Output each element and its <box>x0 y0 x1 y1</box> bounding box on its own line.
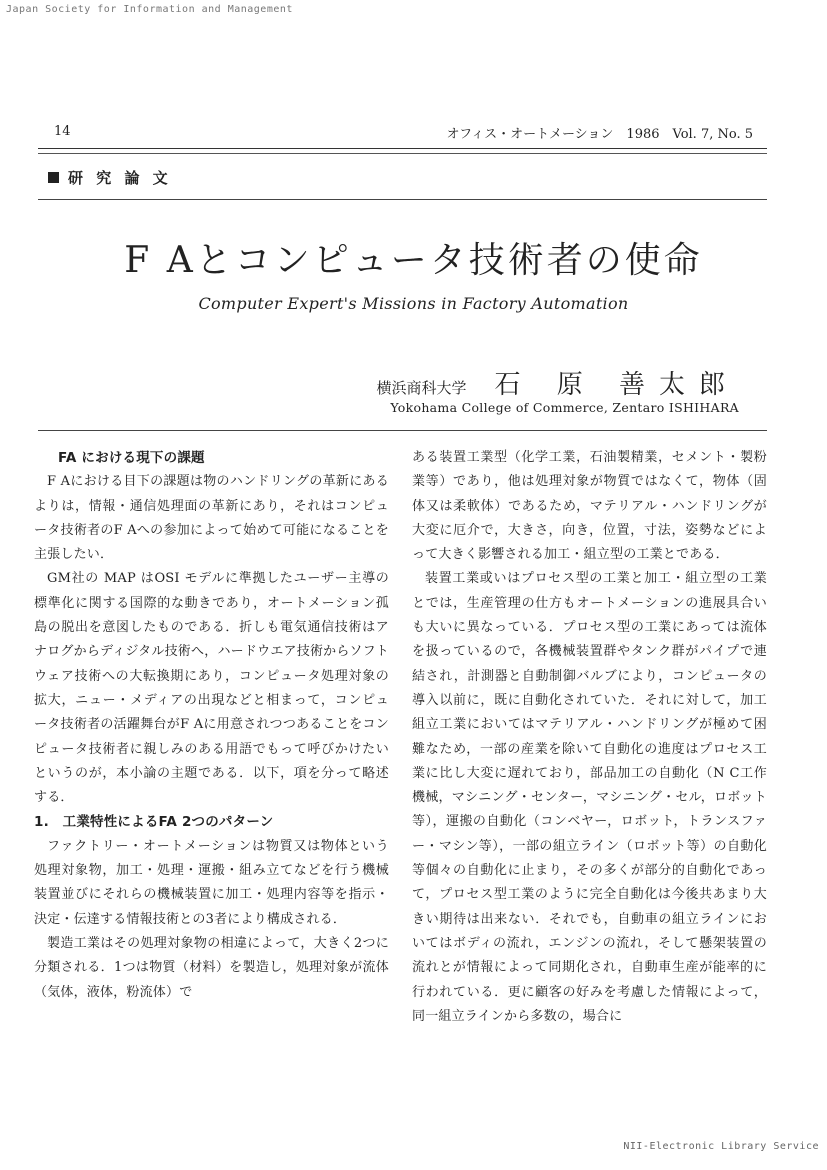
watermark-bottom: NII-Electronic Library Service <box>623 1141 819 1152</box>
section-rule <box>38 199 767 200</box>
header-rule-thin <box>38 153 767 154</box>
paragraph: GM社の MAP はOSI モデルに準拠したユーザー主導の標準化に関する国際的な動きであり，オートメーション孤島の脱出を意図したものである．折しも電気通信技術はアナログからディジタル技術へ，ハードウエア技術からソフトウェア技術への大転換期にあり，コンピュータ処理対象の拡大，ニュー・メディアの出現などと相まって，コンピュータ技術者の活躍舞台がF Aに用意されつつあることをコンピュータ技術者に親しみのある用語でもって呼びかけたいというのが，本小論の主題である．以下，項を分って略述する． <box>34 571 389 806</box>
author-block <box>376 364 739 401</box>
subsection-heading: 1. 工業特性によるFA 2つのパターン <box>34 814 274 831</box>
paragraph: F Aにおける目下の課題は物のハンドリングの革新にあるよりは，情報・通信処理面の革新にあり，それはコンピュータ技術者のF Aへの参加によって始めて可能になることを主張したい． <box>34 474 389 563</box>
watermark-top: Japan Society for Information and Management <box>6 4 293 15</box>
square-bullet-icon <box>48 172 59 183</box>
paragraph: ある装置工業型（化学工業，石油製精業，セメント・製粉業等）であり，他は処理対象が物質ではなくて，物体（固体又は柔軟体）であるため，マテリアル・ハンドリングが大変に厄介で，大きさ，向き，位置，寸法，姿勢などによって大きく影響される加工・組立型の工業とである． <box>412 450 767 563</box>
paragraph: 製造工業はその処理対象物の相違によって，大きく2つに分類される．1つは物質（材料）を製造し，処理対象が流体（気体，液体，粉流体）で <box>34 935 389 1000</box>
page-number: 14 <box>54 124 71 139</box>
author-name: 石 原 善太郎 <box>494 370 739 400</box>
section-heading: FA における現下の課題 <box>58 450 205 466</box>
title-rule <box>38 430 767 431</box>
article-title: F Aとコンピュータ技術者の使命 <box>124 240 703 281</box>
journal-header: オフィス・オートメーション 1986 Vol. 7, No. 5 <box>446 127 753 142</box>
affiliation-english: Yokohama College of Commerce, Zentaro ISHIHARA <box>390 400 739 415</box>
article-subtitle: Computer Expert's Missions in Factory Automation <box>198 294 629 313</box>
left-column <box>34 446 389 1005</box>
paragraph: ファクトリー・オートメーションは物質又は物体という処理対象物，加工・処理・運搬・組み立てなどを行う機械装置並びにそれらの機械装置に加工・処理内容等を指示・決定・伝達する情報技術との3者により構成される． <box>34 838 389 927</box>
section-tag <box>48 167 172 188</box>
section-tag-label: 研 究 論 文 <box>68 169 172 187</box>
right-column <box>412 446 767 1029</box>
institution: 横浜商科大学 <box>376 379 467 397</box>
header-rule <box>38 148 767 149</box>
paragraph: 装置工業或いはプロセス型の工業と加工・組立型の工業とでは，生産管理の仕方もオートメーションの進展具合いも大いに異なっている．プロセス型の工業にあっては流体を扱っているので，各機械装置群やタンク群がパイプで連結され，計測器と自動制御バルブにより，コンピュータの導入以前に，既に自動化されていた．それに対して，加工組立工業においてはマテリアル・ハンドリングが極めて困難なため，一部の産業を除いて自動化の進度はプロセス工業に比し大変に遅れており，部品加工の自動化（N C工作機械，マシニング・センター，マシニング・セル，ロボット等），運搬の自動化（コンベヤー，ロボット，トランスファー・マシン等），一部の組立ライン（ロボット等）の自動化等個々の自動化に止まり，その多くが部分的自動化であって，プロセス型工業のように完全自動化は今後共あまり大きい期待は出来ない．それでも，自動車の組立ラインにおいてはボディの流れ，エンジンの流れ，そして懸架装置の流れとが情報によって同期化され，自動車生産が能率的に行われている．更に顧客の好みを考慮した情報によって，同一組立ラインから多数の，場合に <box>412 571 767 1024</box>
